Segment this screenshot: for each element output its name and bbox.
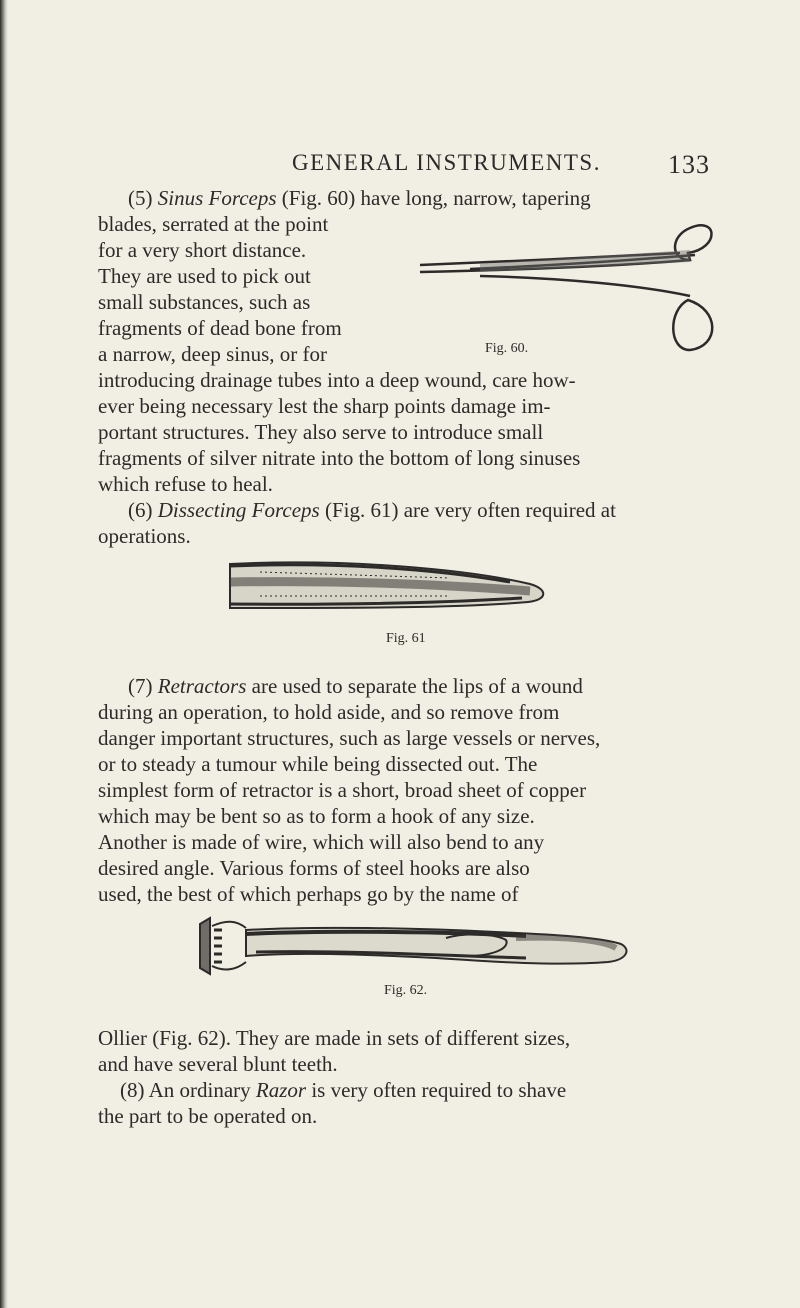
term-razor: Razor xyxy=(255,1078,307,1102)
term-dissecting-forceps: Dissecting Forceps xyxy=(157,498,320,522)
text-line: operations. xyxy=(98,524,191,548)
ollier-retractor-illustration xyxy=(196,916,636,978)
text-line: fragments of silver nitrate into the bottom of long sinuses xyxy=(98,446,581,470)
figure-caption-60: Fig. 60. xyxy=(485,341,529,356)
term-retractors: Retractors xyxy=(157,674,247,698)
page-number: 133 xyxy=(668,150,710,179)
text-line: introducing drainage tubes into a deep wound, care how- xyxy=(98,368,576,392)
text-line: which refuse to heal. xyxy=(98,472,273,496)
text-line: a narrow, deep sinus, or for xyxy=(98,342,327,366)
paragraph-retractors-line-1: (7) Retractors are used to separate the lips of a wound xyxy=(128,674,583,698)
text-line: the part to be operated on. xyxy=(98,1104,318,1128)
sinus-forceps-illustration xyxy=(420,228,720,360)
text-line: during an operation, to hold aside, and so remove from xyxy=(98,700,560,724)
text-line: They are used to pick out xyxy=(98,264,311,288)
paragraph-razor-line-1: (8) An ordinary Razor is very often required to shave xyxy=(120,1078,567,1102)
book-binding-edge xyxy=(0,0,8,1308)
text-line: simplest form of retractor is a short, broad sheet of copper xyxy=(98,778,587,802)
figure-caption-61: Fig. 61 xyxy=(386,631,426,646)
text-line: small substances, such as xyxy=(98,290,311,314)
text-line: used, the best of which perhaps go by the name of xyxy=(98,882,519,906)
text-line: portant structures. They also serve to introduce small xyxy=(98,420,544,444)
running-title: GENERAL INSTRUMENTS. xyxy=(292,150,601,175)
dissecting-forceps-illustration xyxy=(230,558,560,618)
text-line: desired angle. Various forms of steel hooks are also xyxy=(98,856,530,880)
text-line: for a very short distance. xyxy=(98,238,307,262)
text-line: blades, serrated at the point xyxy=(98,212,329,236)
text-line: Another is made of wire, which will also bend to any xyxy=(98,830,545,854)
text-line: fragments of dead bone from xyxy=(98,316,342,340)
text-line: which may be bent so as to form a hook of any size. xyxy=(98,804,535,828)
paragraph-sinus-forceps-line-1: (5) Sinus Forceps (Fig. 60) have long, narrow, tapering xyxy=(128,186,591,210)
figure-caption-62: Fig. 62. xyxy=(384,983,428,998)
text-line: and have several blunt teeth. xyxy=(98,1052,338,1076)
term-sinus-forceps: Sinus Forceps xyxy=(157,186,277,210)
paragraph-dissecting-forceps-line-1: (6) Dissecting Forceps (Fig. 61) are very often required at xyxy=(128,498,616,522)
text-line: Ollier (Fig. 62). They are made in sets of different sizes, xyxy=(98,1026,571,1050)
page-header xyxy=(0,150,800,190)
text-line: danger important structures, such as large vessels or nerves, xyxy=(98,726,601,750)
text-line: ever being necessary lest the sharp points damage im- xyxy=(98,394,551,418)
text-line: or to steady a tumour while being dissected out. The xyxy=(98,752,538,776)
